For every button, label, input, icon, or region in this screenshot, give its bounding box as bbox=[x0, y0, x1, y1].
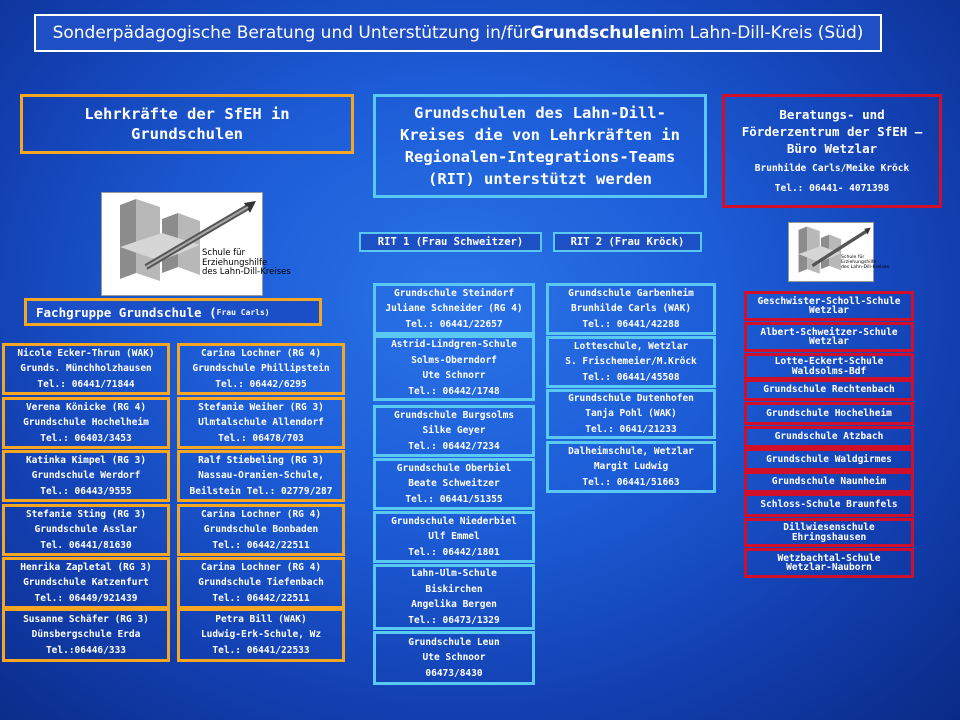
school-line: Beate Schweitzer bbox=[408, 478, 500, 490]
school-line: Grundschule Atzbach bbox=[774, 431, 884, 443]
teacher-school: Grundschule Asslar bbox=[34, 524, 138, 536]
bfz-school-card bbox=[744, 426, 914, 448]
logo-graphic bbox=[102, 193, 264, 297]
logo-small-caption-line1: Schule für bbox=[841, 255, 865, 260]
header-grundschulen-text: Grundschulen des Lahn-Dill-Kreises die von Lehrkräften in Regionalen-Integrations-Teams (RIT) unterstützt werden bbox=[400, 104, 680, 188]
logo-caption-line3: des Lahn-Dill-Kreises bbox=[202, 267, 291, 278]
teacher-name: Nicole Ecker-Thrun (WAK) bbox=[17, 347, 155, 359]
school-line: Geschwister-Scholl-Schule bbox=[757, 295, 901, 307]
school-line: Margit Ludwig bbox=[593, 461, 669, 473]
teacher-phone: Tel. 06441/81630 bbox=[40, 539, 132, 551]
teacher-name: Katinka Kimpel (RG 3) bbox=[25, 454, 147, 466]
teacher-school: Dünsbergschule Erda bbox=[31, 629, 141, 641]
bfz-school-card bbox=[744, 322, 914, 352]
bfz-school-card bbox=[744, 548, 914, 578]
school-line: Tel.: 0641/21233 bbox=[585, 423, 677, 435]
school-line: Schloss-Schule Braunfels bbox=[760, 499, 898, 511]
bfz-school-card bbox=[744, 471, 914, 493]
teacher-card bbox=[177, 397, 345, 449]
teacher-card bbox=[177, 343, 345, 395]
teacher-name: Carina Lochner (RG 4) bbox=[200, 347, 322, 359]
school-line: Brunhilde Carls (WAK) bbox=[570, 303, 692, 315]
school-line: Biskirchen bbox=[425, 583, 483, 595]
school-line: Tel.: 06441/45508 bbox=[582, 371, 680, 383]
school-line: Waldsolms-Bdf bbox=[791, 365, 867, 377]
school-line: Tel.: 06442/7234 bbox=[408, 440, 500, 452]
teacher-phone: Tel.: 06442/22511 bbox=[212, 539, 310, 551]
teacher-phone: Beilstein Tel.: 02779/287 bbox=[189, 485, 333, 497]
bfz-school-card bbox=[744, 291, 914, 321]
school-line: Angelika Bergen bbox=[411, 599, 497, 610]
header-grundschulen-rit bbox=[373, 94, 707, 198]
school-line: Lahn-Ulm-Schule bbox=[411, 568, 497, 579]
teacher-school: Ulmtalschule Allendorf bbox=[198, 417, 324, 429]
header-lehrkraefte bbox=[20, 94, 354, 154]
logo-small-caption-line3: des Lahn-Dill-Kreises bbox=[841, 265, 889, 271]
teacher-name: Susanne Schäfer (RG 3) bbox=[23, 613, 149, 625]
school-line: Grundschule Dutenhofen bbox=[568, 392, 694, 404]
school-line: Wetzlar bbox=[808, 336, 850, 347]
fachgruppe-label bbox=[24, 298, 322, 326]
school-line: Grundschule Hochelheim bbox=[766, 407, 892, 419]
school-line: Ehringshausen bbox=[791, 531, 867, 543]
school-line: Grundschule Naunheim bbox=[771, 476, 887, 488]
header-beratungszentrum-title: Beratungs- und Förderzentrum der SfEH – Büro Wetzlar bbox=[741, 106, 923, 156]
school-line: Tel.: 06441/51663 bbox=[582, 476, 680, 488]
school-line: Albert-Schweitzer-Schule bbox=[760, 326, 898, 338]
teacher-phone: Tel.: 06442/22511 bbox=[212, 592, 310, 604]
rit1-school-card bbox=[373, 335, 535, 401]
school-line: Grundschule Garbenheim bbox=[568, 287, 694, 299]
teacher-school: Grundschule Hochelheim bbox=[23, 417, 149, 429]
rit1-text: RIT 1 (Frau Schweitzer) bbox=[377, 236, 524, 248]
school-line: Astrid-Lindgren-Schule bbox=[391, 339, 517, 350]
school-line: Grundschule Rechtenbach bbox=[763, 384, 895, 396]
school-line: Ulf Emmel bbox=[428, 531, 480, 543]
school-line: Tanja Pohl (WAK) bbox=[585, 408, 677, 420]
school-line: Solms-Oberndorf bbox=[411, 354, 497, 366]
logo-caption-line2: Erziehungshilfe bbox=[202, 257, 268, 268]
header-beratungszentrum-names: Brunhilde Carls/Meike Kröck bbox=[754, 162, 910, 174]
title-text-bold: Grundschulen bbox=[530, 23, 663, 43]
rit1-school-card bbox=[373, 564, 535, 630]
teacher-school: Grundschule Bonbaden bbox=[203, 524, 319, 536]
teacher-card bbox=[177, 450, 345, 502]
school-line: S. Frischemeier/M.Kröck bbox=[565, 356, 697, 368]
rit1-school-card bbox=[373, 405, 535, 457]
rit2-school-card bbox=[546, 441, 716, 493]
school-line: Silke Geyer bbox=[422, 425, 486, 437]
school-line: Ute Schnorr bbox=[422, 370, 486, 381]
teacher-school: Grundschule Tiefenbach bbox=[198, 577, 324, 589]
logo-small-graphic bbox=[789, 223, 875, 283]
bfz-school-card bbox=[744, 493, 914, 517]
teacher-name: Verena Könicke (RG 4) bbox=[25, 401, 147, 413]
teacher-school: Nassau-Oranien-Schule, bbox=[198, 470, 324, 482]
logo-caption-line1: Schule für bbox=[202, 248, 246, 258]
bfz-school-card bbox=[744, 448, 914, 471]
header-lehrkraefte-text: Lehrkräfte der SfEH in Grundschulen bbox=[84, 105, 290, 143]
teacher-name: Stefanie Weiher (RG 3) bbox=[198, 401, 324, 413]
teacher-phone: Tel.:06446/333 bbox=[45, 644, 127, 656]
teacher-phone: Tel.: 06441/22533 bbox=[212, 644, 310, 656]
fachgruppe-text: Fachgruppe Grundschule ( bbox=[36, 304, 217, 320]
school-line: Grundschule Leun bbox=[408, 636, 500, 648]
teacher-card bbox=[177, 504, 345, 556]
school-line: 06473/8430 bbox=[425, 667, 483, 679]
school-line: Ute Schnoor bbox=[422, 652, 486, 664]
teacher-card bbox=[2, 397, 170, 449]
header-beratungszentrum bbox=[722, 94, 942, 208]
title-text-post: im Lahn-Dill-Kreis (Süd) bbox=[662, 23, 864, 43]
page-title bbox=[34, 14, 882, 52]
school-line: Tel.: 06441/42288 bbox=[582, 318, 680, 330]
school-line: Tel.: 06441/51355 bbox=[405, 493, 503, 505]
rit2-school-card bbox=[546, 389, 716, 439]
teacher-card bbox=[2, 450, 170, 502]
rit2-label bbox=[553, 232, 702, 252]
title-text-pre: Sonderpädagogische Beratung und Unterstützung in/für bbox=[52, 23, 531, 43]
school-line: Grundschule Oberbiel bbox=[396, 462, 512, 474]
teacher-phone: Tel.: 06449/921439 bbox=[34, 592, 138, 604]
rit1-school-card bbox=[373, 631, 535, 685]
rit1-school-card bbox=[373, 458, 535, 510]
teacher-name: Carina Lochner (RG 4) bbox=[200, 508, 322, 520]
bfz-school-card bbox=[744, 379, 914, 401]
bfz-school-card bbox=[744, 518, 914, 547]
teacher-card bbox=[177, 557, 345, 609]
bfz-school-card bbox=[744, 353, 914, 380]
rit1-label bbox=[359, 232, 542, 252]
rit1-school-card bbox=[373, 511, 535, 563]
teacher-school: Grunds. Münchholzhausen bbox=[20, 363, 152, 375]
teacher-name: Henrika Zapletal (RG 3) bbox=[20, 561, 152, 573]
teacher-card bbox=[2, 608, 170, 662]
bfz-school-card bbox=[744, 402, 914, 425]
teacher-card bbox=[2, 343, 170, 395]
school-line: Tel.: 06442/1801 bbox=[408, 546, 500, 558]
school-line: Grundschule Waldgirmes bbox=[766, 453, 892, 465]
fachgruppe-small: Frau Carls) bbox=[216, 307, 270, 317]
rit2-school-card bbox=[546, 336, 716, 388]
school-line: Dalheimschule, Wetzlar bbox=[568, 445, 694, 457]
teacher-phone: Tel.: 06441/71844 bbox=[37, 378, 135, 390]
teacher-phone: Tel.: 06403/3453 bbox=[40, 432, 132, 444]
school-line: Tel.: 06442/1748 bbox=[408, 385, 500, 397]
rit1-school-card bbox=[373, 283, 535, 335]
school-line: Juliane Schneider (RG 4) bbox=[385, 303, 523, 315]
school-line: Dillwiesenschule bbox=[783, 522, 875, 533]
teacher-name: Ralf Stiebeling (RG 3) bbox=[198, 454, 324, 466]
teacher-name: Stefanie Sting (RG 3) bbox=[25, 508, 147, 520]
teacher-card bbox=[2, 557, 170, 609]
school-line: Tel.: 06441/22657 bbox=[405, 318, 503, 330]
rit2-school-card bbox=[546, 283, 716, 335]
school-line: Grundschule Niederbiel bbox=[391, 515, 517, 527]
school-logo-small bbox=[788, 222, 889, 282]
teacher-school: Grundschule Katzenfurt bbox=[23, 577, 149, 589]
school-line: Lotteschule, Wetzlar bbox=[573, 340, 689, 352]
teacher-phone: Tel.: 06478/703 bbox=[218, 432, 304, 444]
school-logo-large bbox=[101, 192, 291, 296]
header-beratungszentrum-phone: Tel.: 06441- 4071398 bbox=[774, 182, 890, 194]
teacher-school: Grundschule Werdorf bbox=[31, 470, 141, 482]
teacher-name: Petra Bill (WAK) bbox=[215, 613, 307, 625]
logo-small-caption-line2: Erziehungshilfe bbox=[841, 260, 877, 266]
teacher-card bbox=[2, 504, 170, 556]
school-line: Lotte-Eckert-Schule bbox=[774, 356, 884, 367]
teacher-school: Grundschule Phillipstein bbox=[192, 363, 330, 375]
rit2-text: RIT 2 (Frau Kröck) bbox=[570, 236, 685, 248]
school-line: Tel.: 06473/1329 bbox=[408, 614, 500, 626]
teacher-phone: Tel.: 06442/6295 bbox=[215, 378, 307, 390]
teacher-school: Ludwig-Erk-Schule, Wz bbox=[200, 629, 322, 641]
teacher-phone: Tel.: 06443/9555 bbox=[40, 485, 132, 497]
school-line: Wetzbachtal-Schule bbox=[777, 552, 881, 564]
school-line: Wetzlar bbox=[808, 305, 850, 316]
school-line: Wetzlar-Nauborn bbox=[786, 562, 872, 573]
school-line: Grundschule Steindorf bbox=[393, 287, 515, 299]
school-line: Grundschule Burgsolms bbox=[393, 409, 515, 421]
teacher-name: Carina Lochner (RG 4) bbox=[200, 561, 322, 573]
teacher-card bbox=[177, 608, 345, 662]
